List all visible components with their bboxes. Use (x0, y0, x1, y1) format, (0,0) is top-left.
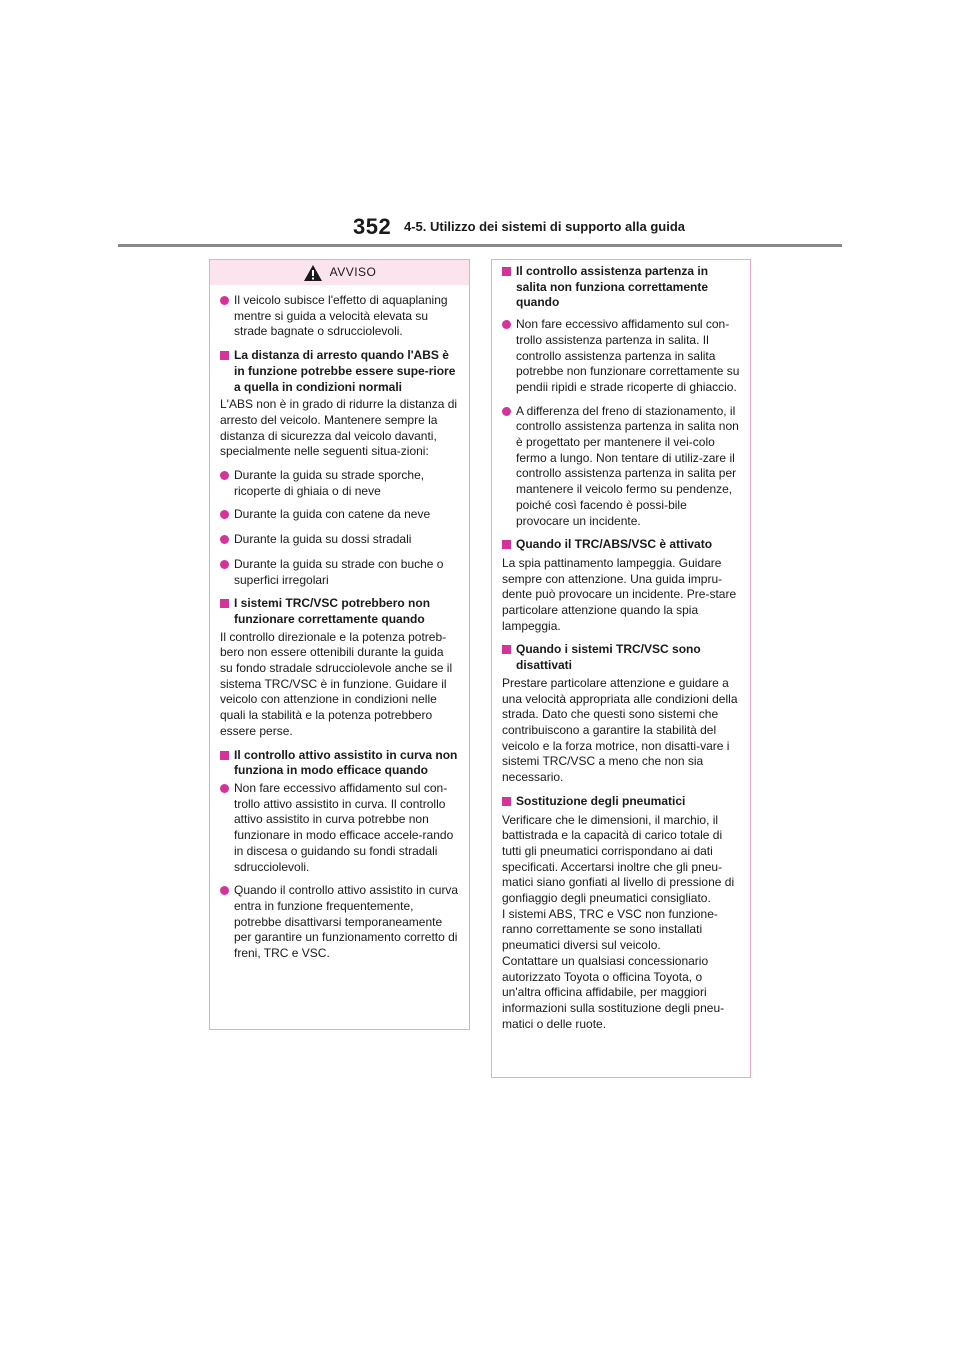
subheading: Il controllo attivo assistito in curva non funziona in modo efficace quando (220, 748, 459, 779)
subheading: Sostituzione degli pneumatici (502, 794, 740, 811)
list-item: Durante la guida con catene da neve (220, 507, 459, 524)
warning-header (210, 260, 469, 285)
bullet-dot-icon (502, 407, 511, 416)
list-item: Durante la guida su dossi stradali (220, 532, 459, 549)
warning-label: AVVISO (329, 264, 377, 279)
subheading: I sistemi TRC/VSC potrebbero non funzionare correttamente quando (220, 596, 459, 627)
warning-triangle-icon (303, 264, 323, 282)
square-bullet-icon (502, 645, 511, 654)
list-item: Quando il controllo attivo assistito in curva entra in funzione frequentemente, potrebbe disattivarsi temporaneamente per garantire un funzionamento corretto di freni, TRC e VSC. (220, 883, 459, 962)
bullet-dot-icon (220, 560, 229, 569)
bullet-dot-icon (220, 535, 229, 544)
list-item: Durante la guida su strade sporche, ricoperte di ghiaia o di neve (220, 468, 459, 499)
section-title: 4-5. Utilizzo dei sistemi di supporto alla guida (404, 219, 685, 234)
bullet-dot-icon (220, 510, 229, 519)
subheading: Quando il TRC/ABS/VSC è attivato (502, 537, 740, 554)
header-divider (118, 244, 842, 247)
paragraph: Verificare che le dimensioni, il marchio, il battistrada e la capacità di carico totale di tutti gli pneumatici corrispondano ai dati specificati. Accertarsi inoltre che gli pneu-matici siano gonfiati al livello di pressione di gonfiaggio degli pneumatici consigliato. (502, 812, 735, 906)
bullet-dot-icon (220, 471, 229, 480)
list-item: Durante la guida su strade con buche o superfici irregolari (220, 557, 459, 588)
paragraph: La spia pattinamento lampeggia. Guidare sempre con attenzione. Una guida impru-dente può provocare un incidente. Pre-stare particolare attenzione quando la spia lampeggia. (502, 555, 737, 633)
bullet-dot-icon (502, 320, 511, 329)
paragraph: Contattare un qualsiasi concessionario autorizzato Toyota o officina Toyota, o un'altra officina affidabile, per maggiori informazioni sulla sostituzione degli pneu-matici o delle ruote. (502, 953, 725, 1031)
square-bullet-icon (502, 267, 511, 276)
paragraph: Prestare particolare attenzione e guidare a una velocità appropriata alle condizioni della strada. Dato che questi sono sistemi che contribuiscono a garantire la stabilità del veicolo e la forza motrice, non disatti-vare i sistemi TRC/VSC a meno che non sia necessario. (502, 675, 738, 785)
square-bullet-icon (220, 599, 229, 608)
subheading: La distanza di arresto quando l'ABS è in funzione potrebbe essere supe-riore a quella in condizioni normali (220, 348, 459, 395)
list-item: Il veicolo subisce l'effetto di aquaplaning mentre si guida a velocità elevata su strade bagnate o sdrucciolevoli. (220, 293, 459, 340)
warning-box-left (209, 259, 470, 1030)
square-bullet-icon (502, 797, 511, 806)
square-bullet-icon (502, 540, 511, 549)
subheading: Quando i sistemi TRC/VSC sono disattivati (502, 642, 740, 673)
square-bullet-icon (220, 351, 229, 360)
subheading: Il controllo assistenza partenza in salita non funziona correttamente quando (502, 264, 740, 311)
list-item: Non fare eccessivo affidamento sul con-trollo attivo assistito in curva. Il controllo attivo assistito in curva potrebbe non funzionare in modo efficace accele-rando in discesa o guidando su fondi stradali sdrucciolevoli. (220, 781, 459, 875)
page-number: 352 (353, 214, 392, 239)
paragraph: Il controllo direzionale e la potenza potreb-bero non essere ottenibili durante la guida su fondo stradale sdrucciolevole anche se il sistema TRC/VSC è in funzione. Guidare il veicolo con attenzione in condizioni nelle quali la stabilità e la potenza potrebbero essere perse. (220, 629, 453, 738)
list-item: Non fare eccessivo affidamento sul con-trollo assistenza partenza in salita. Il controllo assistenza partenza in salita potrebbe non funzionare correttamente su pendii ripidi e strade ricoperte di ghiaccio. (502, 317, 740, 396)
bullet-dot-icon (220, 886, 229, 895)
bullet-dot-icon (220, 296, 229, 305)
warning-box-right (491, 259, 751, 1078)
list-item: A differenza del freno di stazionamento, il controllo assistenza partenza in salita non è progettato per mantenere il vei-colo fermo a lungo. Non tentare di utiliz-zare il controllo assistenza partenza in salita per mantenere il veicolo fermo su pendenze, poiché così facendo è possi-bile provocare un incidente. (502, 404, 740, 530)
paragraph: L'ABS non è in grado di ridurre la distanza di arresto del veicolo. Mantenere sempre la distanza di sicurezza dal veicolo davanti, specialmente nelle seguenti situa-zioni: (220, 397, 458, 459)
bullet-dot-icon (220, 784, 229, 793)
square-bullet-icon (220, 751, 229, 760)
paragraph: I sistemi ABS, TRC e VSC non funzione-ranno correttamente se sono installati pneumatici diversi sul veicolo. (502, 906, 718, 953)
